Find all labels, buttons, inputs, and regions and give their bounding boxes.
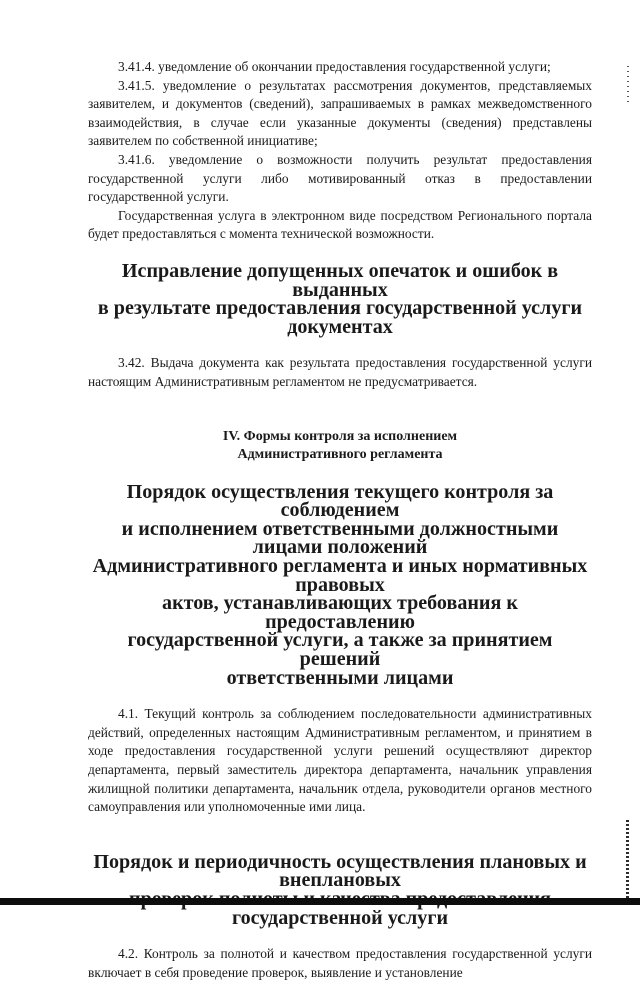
heading-periodicity-line-1: Порядок и периодичность осуществления плановых и внеплановых <box>93 850 587 892</box>
document-body <box>88 58 592 982</box>
spacer <box>88 392 592 428</box>
scan-artifact-top <box>627 66 629 106</box>
heading-current-control-line-2: и исполнением ответственными должностными лицами положений <box>121 517 559 559</box>
section-iv-line-2: Административного регламента <box>237 447 443 463</box>
heading-corrections <box>88 259 592 338</box>
paragraph-3-41-5: 3.41.5. уведомление о результатах рассмотрения документов, представляемых заявителем, и документов (сведений), запрашиваемых в рамках межведомственного взаимодействия, в случае если указанные документы (сведения) представлены заявителем по собственной инициативе; <box>88 77 592 149</box>
heading-current-control-line-6: ответственными лицами <box>226 666 454 689</box>
spacer <box>88 817 592 853</box>
paragraph-3-41-4: 3.41.4. уведомление об окончании предоставления государственной услуги; <box>118 59 551 74</box>
heading-corrections-line-2: в результате предоставления государственной услуги <box>97 297 583 320</box>
paragraph-4-2: 4.2. Контроль за полнотой и качеством предоставления государственной услуги включает в себя проведение проверок, выявление и установление <box>88 946 592 980</box>
spacer <box>88 687 592 705</box>
paragraph-3-41-6: 3.41.6. уведомление о возможности получить результат предоставления государственной услуги либо мотивированный отказ в предоставлении государственной услуги. <box>88 151 592 205</box>
heading-periodicity-line-3: государственной услуги <box>231 906 449 929</box>
section-iv-line-1: IV. Формы контроля за исполнением <box>222 428 458 444</box>
paragraph-4-1: 4.1. Текущий контроль за соблюдением последовательности административных действий, определенных настоящим Административным регламентом, и принятием в ходе предоставления государственной услуги решений осуществляют директор департамента, первый заместитель директора департамента, начальник управления жилищной политики департамента, начальник отдела, руководители органов местного самоуправления или уполномоченные ими лица. <box>88 706 592 815</box>
spacer <box>88 336 592 354</box>
paragraph-3-42: 3.42. Выдача документа как результата предоставления государственной услуги настоящим Административным регламентом не предусматривается. <box>88 355 592 389</box>
heading-corrections-line-3: документах <box>287 315 393 338</box>
paragraph-regional-portal: Государственная услуга в электронном виде посредством Регионального портала будет предоставляться с момента технической возможности. <box>88 207 592 242</box>
heading-current-control <box>88 480 592 689</box>
heading-current-control-line-1: Порядок осуществления текущего контроля за соблюдением <box>126 480 554 522</box>
heading-current-control-line-5: государственной услуги, а также за принятием решений <box>127 629 553 671</box>
section-iv-title <box>88 428 592 465</box>
heading-corrections-line-1: Исправление допущенных опечаток и ошибок в выданных <box>121 259 559 301</box>
scan-artifact-bottom-edge <box>0 898 640 905</box>
heading-periodicity <box>88 850 592 929</box>
scan-artifact-right <box>626 820 629 898</box>
heading-current-control-line-4: актов, устанавливающих требования к предоставлению <box>162 592 518 633</box>
spacer <box>88 927 592 945</box>
spacer <box>88 465 592 483</box>
heading-current-control-line-3: Административного регламента и иных нормативных правовых <box>92 555 588 596</box>
